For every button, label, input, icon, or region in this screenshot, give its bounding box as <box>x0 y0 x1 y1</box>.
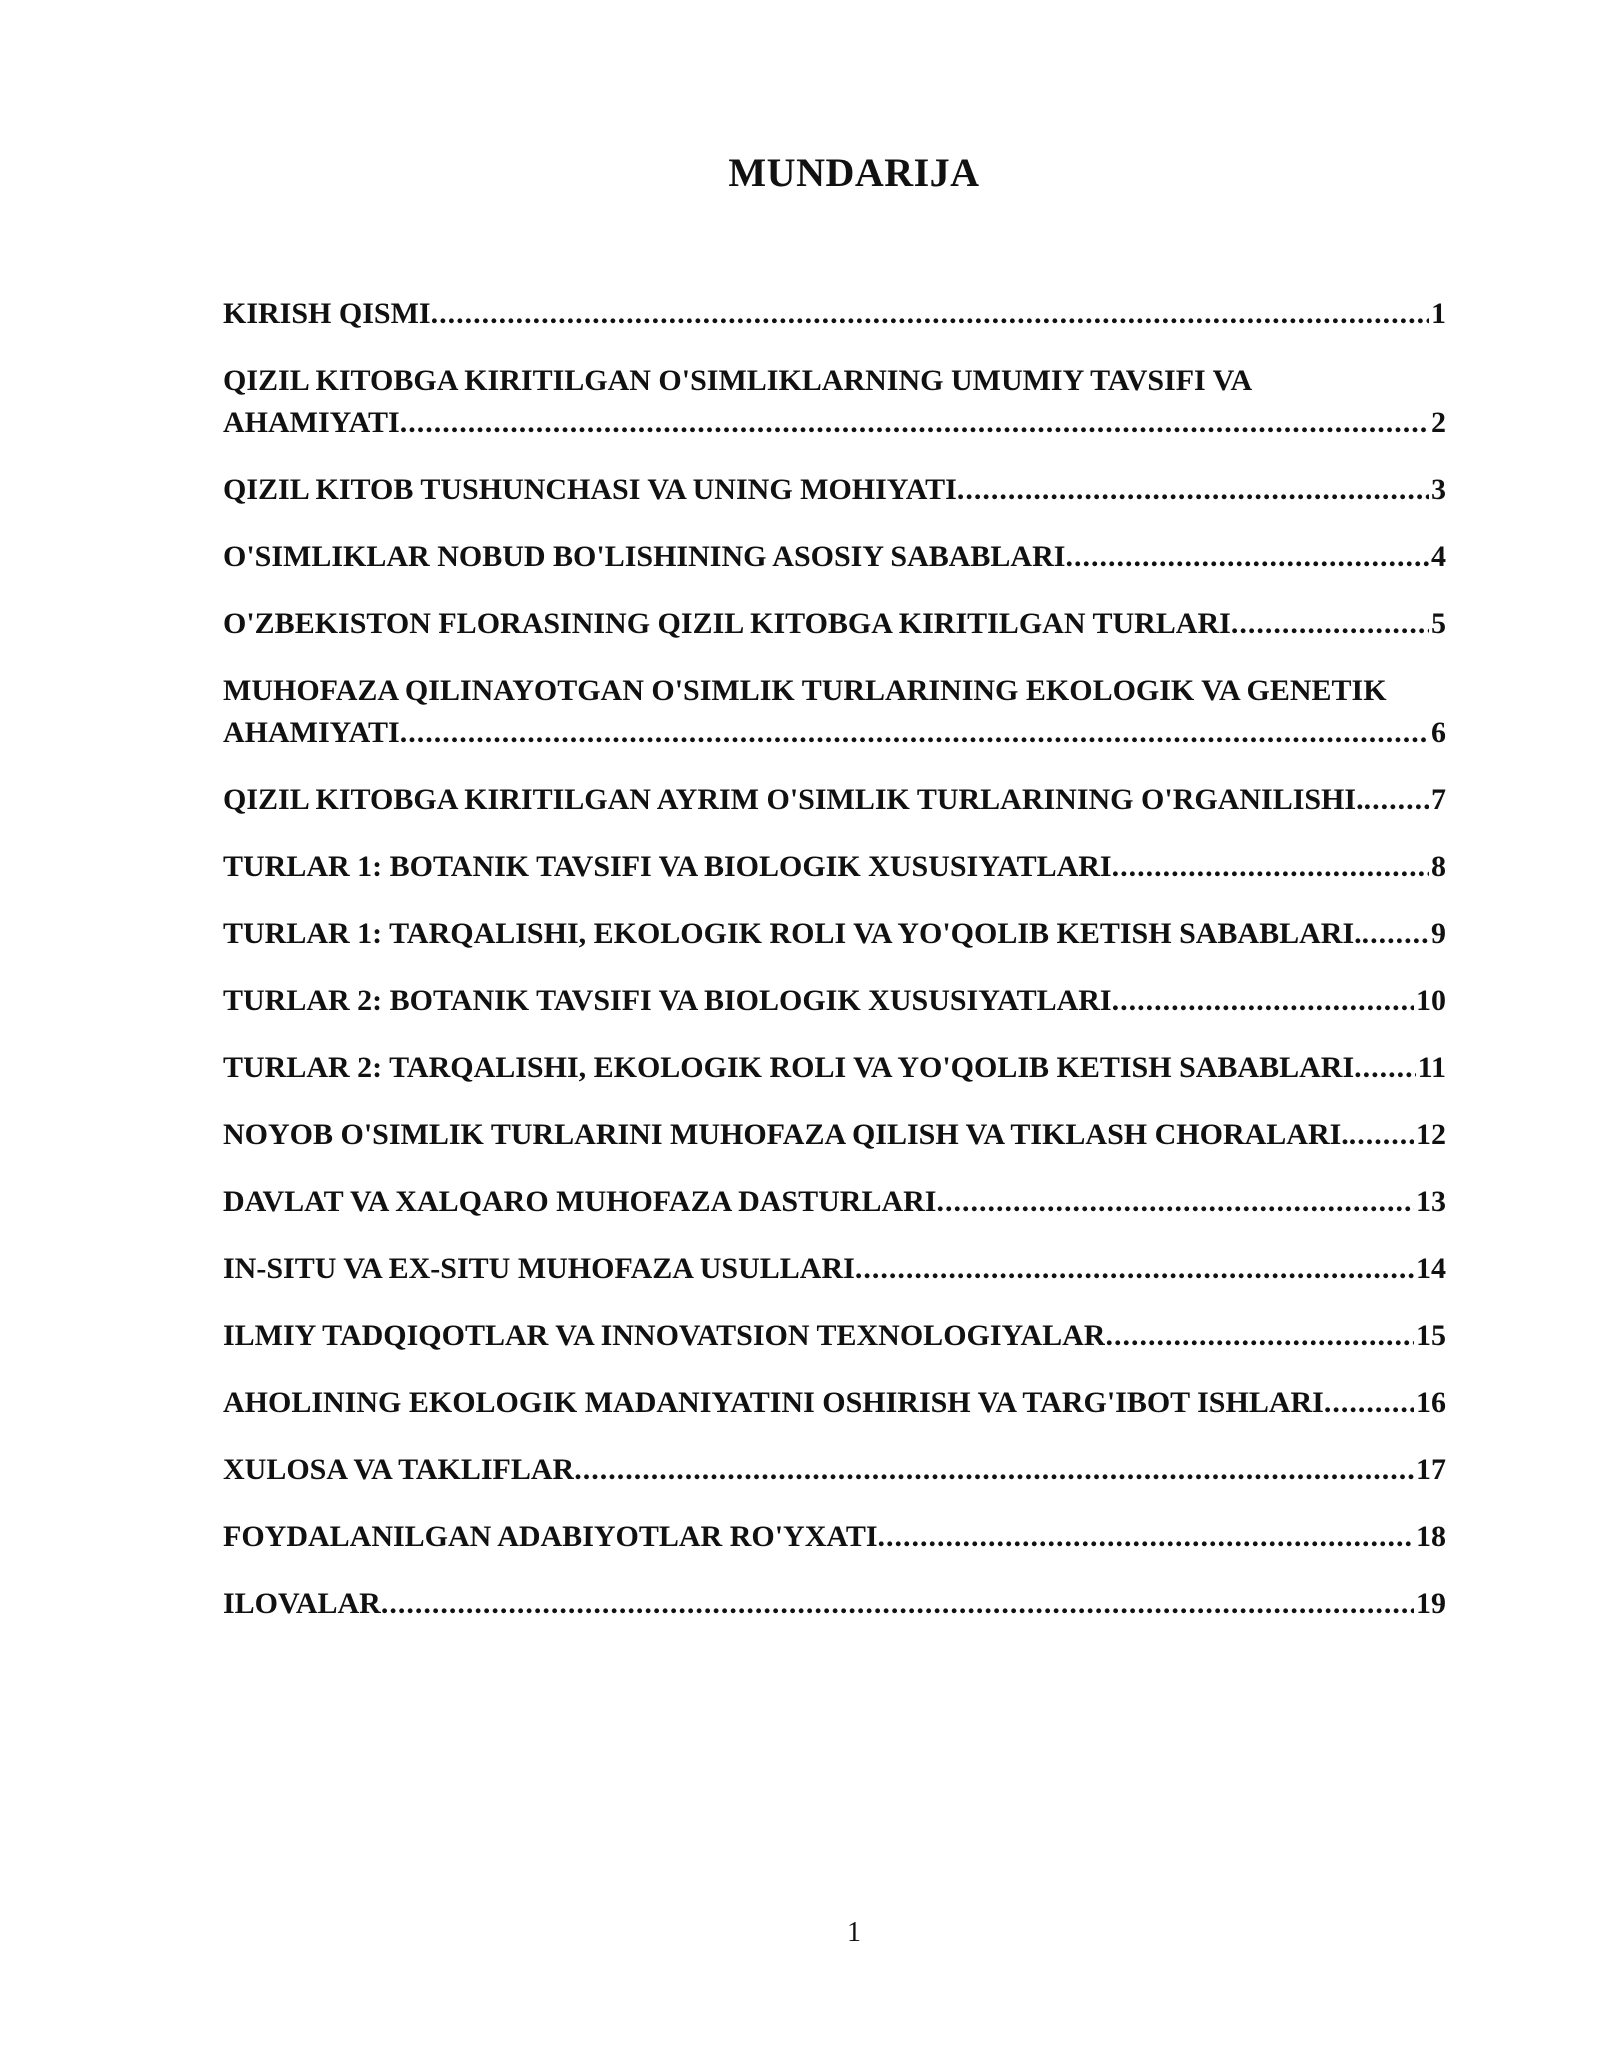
toc-entry-page: 7 <box>1431 783 1446 816</box>
toc-entry[interactable] <box>223 1248 1446 1290</box>
table-of-contents <box>223 293 1446 1650</box>
toc-entry-title-line: QIZIL KITOBGA KIRITILGAN O'SIMLIKLARNING UMUMIY TAVSIFI VA <box>223 364 1253 397</box>
toc-dot-leader <box>381 1583 1414 1625</box>
toc-entry[interactable] <box>223 846 1446 888</box>
toc-entry-title: FOYDALANILGAN ADABIYOTLAR RO'YXATI <box>223 1520 878 1553</box>
toc-dot-leader <box>431 293 1429 335</box>
toc-entry[interactable] <box>223 980 1446 1022</box>
toc-entry[interactable] <box>223 1114 1446 1156</box>
toc-entry-page: 15 <box>1416 1319 1446 1352</box>
toc-entry-title: QIZIL KITOB TUSHUNCHASI VA UNING MOHIYATI <box>223 473 957 506</box>
toc-entry-page: 19 <box>1416 1587 1446 1620</box>
toc-entry-title: O'ZBEKISTON FLORASINING QIZIL KITOBGA KIRITILGAN TURLARI <box>223 607 1231 640</box>
toc-entry-title: IN-SITU VA EX-SITU MUHOFAZA USULLARI <box>223 1252 855 1285</box>
toc-entry[interactable] <box>223 293 1446 335</box>
toc-entry-page: 8 <box>1431 850 1446 883</box>
toc-entry-page: 1 <box>1431 297 1446 330</box>
toc-dot-leader <box>1324 1382 1414 1424</box>
toc-entry-title: TURLAR 1: BOTANIK TAVSIFI VA BIOLOGIK XUSUSIYATLARI <box>223 850 1112 883</box>
toc-dot-leader <box>878 1516 1414 1558</box>
toc-entry-page: 14 <box>1416 1252 1446 1285</box>
toc-entry-page: 3 <box>1431 473 1446 506</box>
toc-entry[interactable] <box>223 360 1446 444</box>
toc-dot-leader <box>400 712 1429 754</box>
toc-entry[interactable] <box>223 779 1446 821</box>
toc-entry-title: TURLAR 2: TARQALISHI, EKOLOGIK ROLI VA YO'QOLIB KETISH SABABLARI <box>223 1051 1355 1084</box>
toc-dot-leader <box>936 1181 1414 1223</box>
toc-entry-title: O'SIMLIKLAR NOBUD BO'LISHINING ASOSIY SABABLARI <box>223 540 1066 573</box>
toc-entry[interactable] <box>223 536 1446 578</box>
toc-entry-page: 16 <box>1416 1386 1446 1419</box>
toc-entry-title: TURLAR 1: TARQALISHI, EKOLOGIK ROLI VA YO'QOLIB KETISH SABABLARI. <box>223 917 1362 950</box>
toc-entry[interactable] <box>223 1181 1446 1223</box>
toc-entry-page: 4 <box>1431 540 1446 573</box>
toc-entry-title-line: MUHOFAZA QILINAYOTGAN O'SIMLIK TURLARINING EKOLOGIK VA GENETIK <box>223 674 1387 707</box>
toc-entry[interactable] <box>223 1583 1446 1625</box>
toc-dot-leader <box>1112 846 1429 888</box>
toc-entry[interactable] <box>223 1516 1446 1558</box>
toc-entry-title: AHAMIYATI <box>223 406 400 439</box>
toc-entry[interactable] <box>223 1047 1446 1089</box>
toc-entry-page: 10 <box>1416 984 1446 1017</box>
toc-dot-leader <box>1105 1315 1414 1357</box>
toc-entry-page: 2 <box>1431 406 1446 439</box>
toc-dot-leader <box>1364 779 1429 821</box>
toc-entry[interactable] <box>223 1315 1446 1357</box>
toc-entry-page: 6 <box>1431 716 1446 749</box>
toc-entry-title: AHAMIYATI <box>223 716 400 749</box>
toc-entry-title: NOYOB O'SIMLIK TURLARINI MUHOFAZA QILISH VA TIKLASH CHORALARI. <box>223 1118 1349 1151</box>
toc-dot-leader <box>1065 536 1429 578</box>
toc-entry-page: 5 <box>1431 607 1446 640</box>
toc-dot-leader <box>957 469 1429 511</box>
toc-entry-page: 18 <box>1416 1520 1446 1553</box>
toc-dot-leader <box>1112 980 1414 1022</box>
toc-entry-title: TURLAR 2: BOTANIK TAVSIFI VA BIOLOGIK XUSUSIYATLARI <box>223 984 1112 1017</box>
toc-dot-leader <box>1354 1047 1416 1089</box>
toc-entry-title: AHOLINING EKOLOGIK MADANIYATINI OSHIRISH VA TARG'IBOT ISHLARI <box>223 1386 1324 1419</box>
toc-entry-title: XULOSA VA TAKLIFLAR <box>223 1453 575 1486</box>
toc-dot-leader <box>1231 603 1429 645</box>
toc-entry[interactable] <box>223 1449 1446 1491</box>
toc-entry[interactable] <box>223 913 1446 955</box>
toc-entry[interactable] <box>223 670 1446 754</box>
toc-entry-title: KIRISH QISMI <box>223 297 431 330</box>
toc-entry-page: 13 <box>1416 1185 1446 1218</box>
toc-entry-title: QIZIL KITOBGA KIRITILGAN AYRIM O'SIMLIK TURLARINING O'RGANILISHI. <box>223 783 1364 816</box>
toc-entry-page: 9 <box>1431 917 1446 950</box>
toc-entry-title: ILMIY TADQIQOTLAR VA INNOVATSION TEXNOLOGIYALAR <box>223 1319 1106 1352</box>
toc-entry[interactable] <box>223 603 1446 645</box>
toc-dot-leader <box>400 402 1429 444</box>
toc-entry-page: 11 <box>1417 1051 1446 1084</box>
toc-entry-title: DAVLAT VA XALQARO MUHOFAZA DASTURLARI <box>223 1185 937 1218</box>
toc-entry-title: ILOVALAR <box>223 1587 381 1620</box>
toc-entry-page: 17 <box>1416 1453 1446 1486</box>
toc-entry-page: 12 <box>1416 1118 1446 1151</box>
toc-dot-leader <box>574 1449 1414 1491</box>
toc-dot-leader <box>1362 913 1429 955</box>
toc-entry[interactable] <box>223 469 1446 511</box>
toc-dot-leader <box>855 1248 1414 1290</box>
page-title: MUNDARIJA <box>728 150 980 195</box>
toc-dot-leader <box>1349 1114 1414 1156</box>
toc-entry[interactable] <box>223 1382 1446 1424</box>
page-number: 1 <box>847 1917 861 1948</box>
